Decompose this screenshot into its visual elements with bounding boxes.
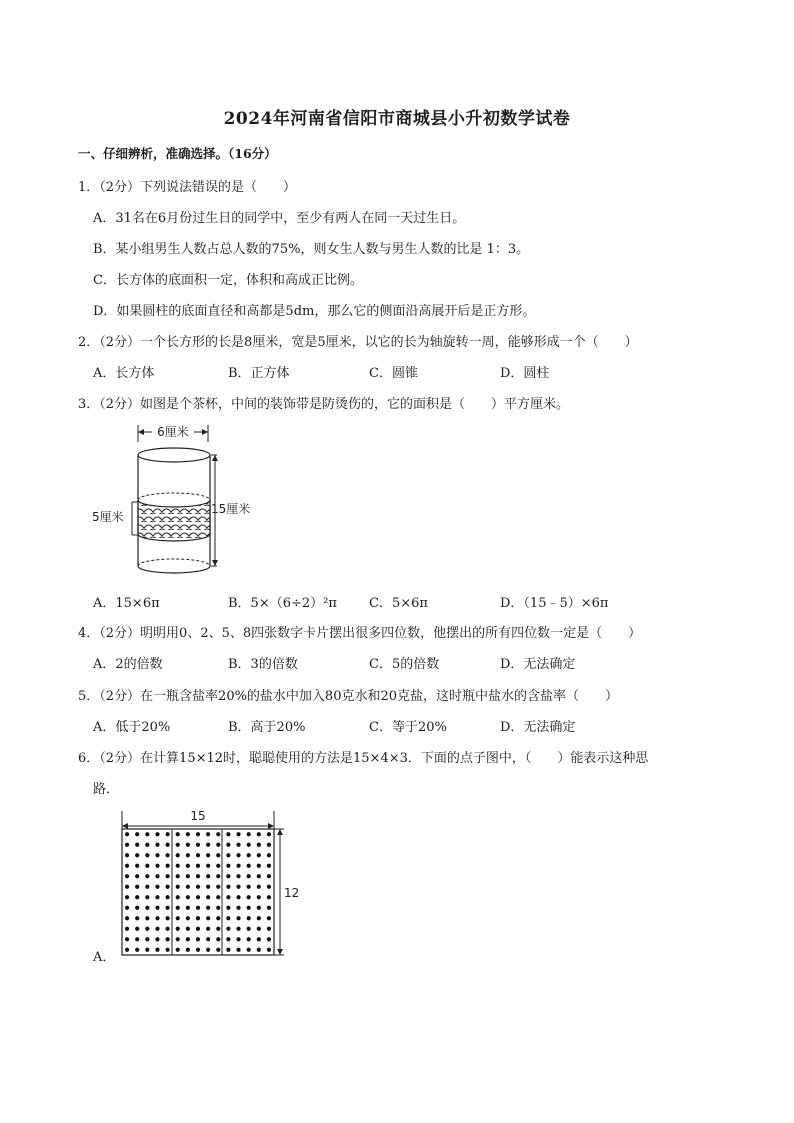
grid-dot <box>236 874 240 878</box>
grid-dot <box>125 885 129 889</box>
grid-dot <box>166 843 170 847</box>
grid-dot <box>226 853 230 857</box>
grid-height-label: 12 <box>284 886 300 900</box>
grid-dot <box>267 864 271 868</box>
page-title: 2024年河南省信阳市商城县小升初数学试卷 <box>223 109 571 129</box>
grid-dot <box>125 948 129 952</box>
grid-dot <box>145 874 149 878</box>
grid-dot <box>145 916 149 920</box>
cup-diameter-label: 6厘米 <box>157 425 189 439</box>
grid-dot <box>186 864 190 868</box>
grid-dot <box>247 895 251 899</box>
grid-dot <box>206 937 210 941</box>
grid-dot <box>186 874 190 878</box>
grid-dot <box>267 927 271 931</box>
grid-dot <box>206 843 210 847</box>
question-5-option-b: B．高于20% <box>228 720 306 735</box>
grid-dot <box>236 906 240 910</box>
grid-dot <box>196 895 200 899</box>
grid-dot <box>226 906 230 910</box>
grid-dot <box>226 916 230 920</box>
grid-dot <box>226 948 230 952</box>
grid-dot <box>216 874 220 878</box>
grid-dot <box>125 864 129 868</box>
grid-dot <box>186 937 190 941</box>
grid-dot <box>226 895 230 899</box>
grid-dot <box>166 948 170 952</box>
grid-dot <box>216 864 220 868</box>
grid-dot <box>257 895 261 899</box>
grid-dot <box>236 832 240 836</box>
question-6-option-a: A． <box>93 950 116 965</box>
grid-dot <box>155 885 159 889</box>
grid-dot <box>267 874 271 878</box>
grid-dot <box>247 927 251 931</box>
grid-dot <box>155 832 159 836</box>
grid-dot <box>196 906 200 910</box>
grid-dot <box>176 885 180 889</box>
grid-dot <box>176 864 180 868</box>
question-5-option-d: D．无法确定 <box>500 720 576 735</box>
grid-dot <box>145 885 149 889</box>
grid-dot <box>125 832 129 836</box>
grid-dot <box>176 906 180 910</box>
grid-dot <box>206 874 210 878</box>
grid-dot <box>267 906 271 910</box>
teacup-figure <box>90 418 270 583</box>
question-2-option-d: D．圆柱 <box>500 366 550 381</box>
question-3-option-c: C．5×6π <box>369 596 428 611</box>
grid-dot <box>166 895 170 899</box>
grid-dot <box>206 864 210 868</box>
grid-dot <box>166 927 170 931</box>
grid-dot <box>186 906 190 910</box>
grid-dot <box>135 948 139 952</box>
grid-dot <box>236 864 240 868</box>
grid-dot <box>267 843 271 847</box>
question-1-option-c: C．长方体的底面积一定，体积和高成正比例。 <box>93 273 363 288</box>
grid-dot <box>216 885 220 889</box>
grid-dot <box>125 895 129 899</box>
grid-dot <box>216 927 220 931</box>
grid-dot <box>145 864 149 868</box>
grid-dot <box>216 895 220 899</box>
grid-dot <box>267 832 271 836</box>
grid-dot <box>186 885 190 889</box>
grid-dot <box>257 916 261 920</box>
grid-dot <box>267 916 271 920</box>
grid-dot <box>155 948 159 952</box>
grid-dot <box>155 927 159 931</box>
grid-dot <box>236 927 240 931</box>
grid-dot <box>257 832 261 836</box>
grid-dot <box>267 853 271 857</box>
grid-dot <box>176 927 180 931</box>
grid-dot <box>166 937 170 941</box>
grid-dot <box>155 895 159 899</box>
grid-dot <box>135 843 139 847</box>
grid-dot <box>257 927 261 931</box>
grid-dot <box>236 843 240 847</box>
question-3-option-b: B．5×（6÷2）²π <box>228 596 337 611</box>
dot-grid-figure <box>112 805 312 965</box>
grid-dot <box>145 906 149 910</box>
grid-dot <box>236 885 240 889</box>
grid-dot <box>206 927 210 931</box>
grid-dot <box>226 843 230 847</box>
grid-dot <box>145 853 149 857</box>
grid-dot <box>206 895 210 899</box>
grid-dot <box>135 937 139 941</box>
question-6-stem-continued: 路． <box>93 782 120 797</box>
grid-dot <box>216 843 220 847</box>
grid-dot <box>145 948 149 952</box>
grid-dot <box>135 895 139 899</box>
grid-dot <box>196 832 200 836</box>
grid-dot <box>267 937 271 941</box>
question-4-option-c: C．5的倍数 <box>369 657 440 672</box>
grid-dot <box>257 843 261 847</box>
grid-dot <box>257 937 261 941</box>
question-4-stem: 4．（2分）明明用0、2、5、8四张数字卡片摆出很多四位数，他摆出的所有四位数一定是（ ） <box>78 626 642 641</box>
grid-dot <box>226 885 230 889</box>
grid-dot <box>196 853 200 857</box>
grid-dot <box>176 832 180 836</box>
grid-dot <box>267 885 271 889</box>
grid-dot <box>186 843 190 847</box>
grid-dot <box>176 948 180 952</box>
grid-dot <box>186 895 190 899</box>
grid-dot <box>176 853 180 857</box>
grid-dot <box>247 874 251 878</box>
grid-dot <box>257 906 261 910</box>
question-6-stem: 6．（2分）在计算15×12时，聪聪使用的方法是15×4×3．下面的点子图中，（ ）能表示这种思 <box>78 751 649 766</box>
grid-dot <box>236 937 240 941</box>
grid-dot <box>206 853 210 857</box>
grid-dot <box>155 874 159 878</box>
cup-height-label: 15厘米 <box>211 502 251 516</box>
grid-dot <box>176 937 180 941</box>
grid-dot <box>125 916 129 920</box>
question-2-option-c: C．圆锥 <box>369 366 418 381</box>
question-1-option-a: A．31名在6月份过生日的同学中，至少有两人在同一天过生日。 <box>93 211 466 226</box>
grid-dot <box>216 906 220 910</box>
grid-dot <box>176 843 180 847</box>
grid-dot <box>135 853 139 857</box>
grid-dot <box>206 916 210 920</box>
grid-dot <box>155 864 159 868</box>
grid-dot <box>257 874 261 878</box>
grid-dot <box>186 948 190 952</box>
grid-dot <box>236 948 240 952</box>
grid-dot <box>226 864 230 868</box>
grid-dot <box>135 874 139 878</box>
grid-dot <box>196 927 200 931</box>
grid-dot <box>247 864 251 868</box>
grid-dot <box>125 927 129 931</box>
grid-dot <box>135 864 139 868</box>
grid-dot <box>206 948 210 952</box>
grid-dot <box>125 937 129 941</box>
grid-dot <box>226 874 230 878</box>
grid-dot <box>155 843 159 847</box>
grid-dot <box>135 927 139 931</box>
grid-dot <box>176 874 180 878</box>
grid-dot <box>247 916 251 920</box>
grid-dot <box>196 937 200 941</box>
grid-dot <box>145 927 149 931</box>
grid-dot <box>176 916 180 920</box>
grid-dot <box>186 853 190 857</box>
grid-dot <box>226 937 230 941</box>
grid-dot <box>166 885 170 889</box>
grid-dot <box>247 906 251 910</box>
grid-dot <box>155 906 159 910</box>
grid-dot <box>166 832 170 836</box>
grid-dot <box>196 885 200 889</box>
grid-dot <box>166 916 170 920</box>
question-2-option-a: A．长方体 <box>93 366 155 381</box>
question-2-stem: 2．（2分）一个长方形的长是8厘米，宽是5厘米，以它的长为轴旋转一周，能够形成一个（ ） <box>78 335 638 350</box>
grid-dot <box>236 895 240 899</box>
grid-dot <box>216 853 220 857</box>
grid-width-label: 15 <box>190 809 206 823</box>
grid-dot <box>125 853 129 857</box>
question-3-option-d: D．（15﹣5）×6π <box>500 596 609 611</box>
grid-dot <box>247 885 251 889</box>
question-5-option-c: C．等于20% <box>369 720 447 735</box>
question-4-option-d: D．无法确定 <box>500 657 576 672</box>
grid-dot <box>226 927 230 931</box>
grid-dot <box>135 916 139 920</box>
grid-dot <box>206 906 210 910</box>
grid-dot <box>196 843 200 847</box>
grid-dot <box>247 937 251 941</box>
grid-dot <box>247 843 251 847</box>
grid-dot <box>257 853 261 857</box>
grid-dot <box>145 895 149 899</box>
grid-dot <box>257 885 261 889</box>
question-1-stem: 1．（2分）下列说法错误的是（ ） <box>78 180 297 195</box>
grid-dot <box>206 885 210 889</box>
grid-dot <box>145 843 149 847</box>
grid-dot <box>196 948 200 952</box>
grid-dot <box>155 916 159 920</box>
grid-dot <box>145 832 149 836</box>
grid-dot <box>186 927 190 931</box>
question-3-stem: 3．（2分）如图是个茶杯，中间的装饰带是防烫伤的，它的面积是（ ）平方厘米。 <box>78 397 570 412</box>
grid-dot <box>226 832 230 836</box>
question-3-option-a: A．15×6π <box>93 596 160 611</box>
grid-dot <box>257 864 261 868</box>
grid-dot <box>186 832 190 836</box>
grid-dot <box>125 843 129 847</box>
grid-dot <box>155 937 159 941</box>
grid-dot <box>196 864 200 868</box>
question-5-stem: 5．（2分）在一瓶含盐率20%的盐水中加入80克水和20克盐，这时瓶中盐水的含盐率（ ） <box>78 689 619 704</box>
grid-dot <box>145 937 149 941</box>
question-1-option-d: D．如果圆柱的底面直径和高都是5dm，那么它的侧面沿高展开后是正方形。 <box>93 304 536 319</box>
grid-dot <box>236 916 240 920</box>
grid-dot <box>176 895 180 899</box>
question-5-option-a: A．低于20% <box>93 720 171 735</box>
grid-dot <box>135 906 139 910</box>
grid-dot <box>166 874 170 878</box>
grid-dot <box>247 948 251 952</box>
grid-dot <box>267 948 271 952</box>
question-4-option-a: A．2的倍数 <box>93 657 163 672</box>
grid-dot <box>186 916 190 920</box>
question-2-option-b: B．正方体 <box>228 366 290 381</box>
grid-dot <box>196 874 200 878</box>
grid-dot <box>216 832 220 836</box>
grid-dot <box>267 895 271 899</box>
grid-dot <box>125 874 129 878</box>
grid-dot <box>135 885 139 889</box>
grid-dot <box>125 906 129 910</box>
grid-dot <box>216 948 220 952</box>
grid-dot <box>236 853 240 857</box>
grid-dot <box>257 948 261 952</box>
band-height-label: 5厘米 <box>92 510 124 524</box>
grid-dot <box>247 832 251 836</box>
grid-dot <box>247 853 251 857</box>
grid-dot <box>206 832 210 836</box>
grid-dot <box>135 832 139 836</box>
grid-dot <box>216 937 220 941</box>
grid-dot <box>196 916 200 920</box>
grid-dot <box>166 864 170 868</box>
grid-dot <box>155 853 159 857</box>
grid-dot <box>166 853 170 857</box>
question-1-option-b: B．某小组男生人数占总人数的75%，则女生人数与男生人数的比是 1：3。 <box>93 242 530 257</box>
section-heading: 一、仔细辨析，准确选择。（16分） <box>78 146 277 161</box>
grid-dot <box>216 916 220 920</box>
question-4-option-b: B．3的倍数 <box>228 657 298 672</box>
grid-dot <box>166 906 170 910</box>
